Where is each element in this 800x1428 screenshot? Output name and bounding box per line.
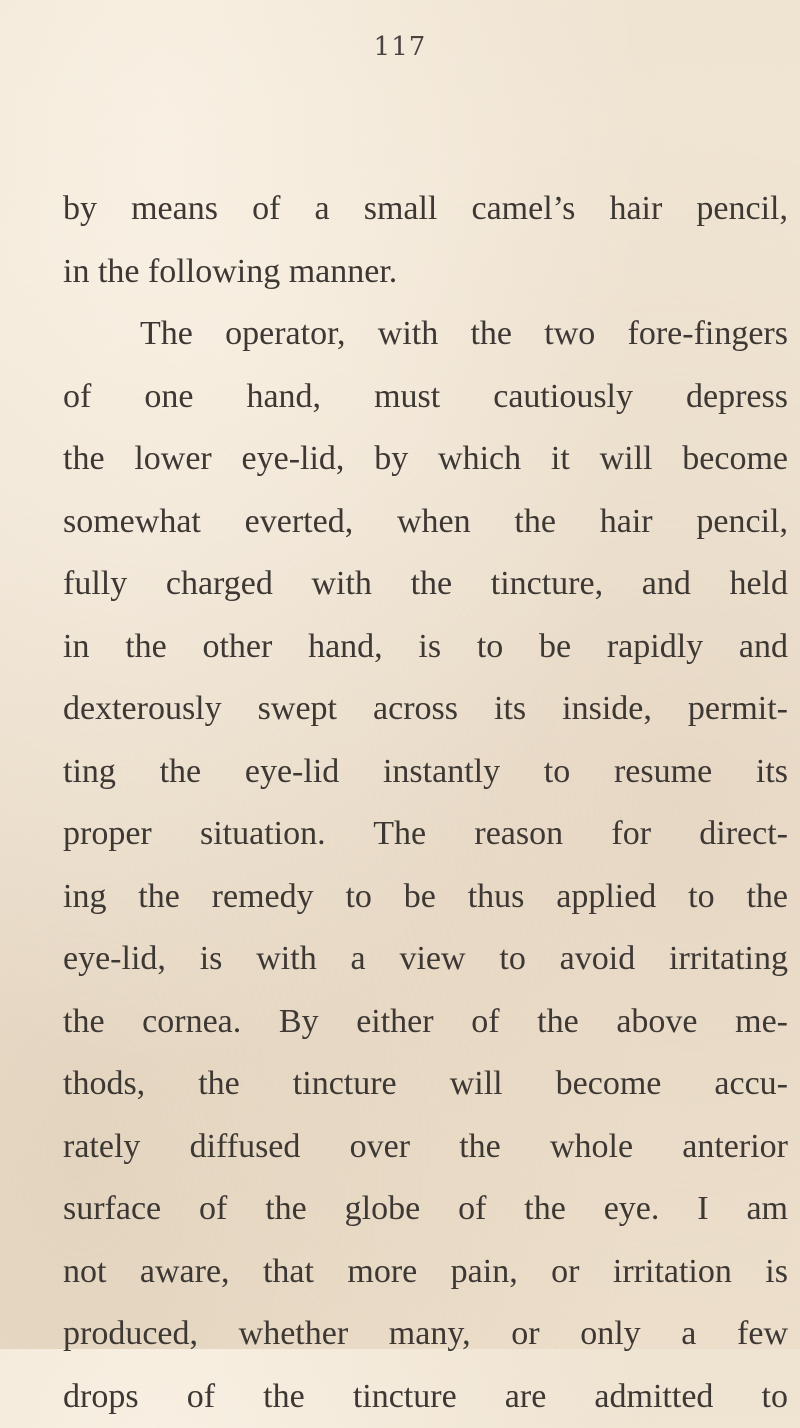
text-line: The operator, with the two fore-fingers [48, 303, 788, 366]
text-line: the lower eye-lid, by which it will become [48, 428, 788, 491]
page-number: 117 [0, 32, 800, 62]
text-line: somewhat everted, when the hair pencil, [48, 491, 788, 554]
text-line: rately diffused over the whole anterior [48, 1116, 788, 1179]
text-line: by means of a small camel’s hair pencil, [48, 178, 788, 241]
text-line: ting the eye-lid instantly to resume its [48, 741, 788, 804]
body-text [48, 178, 788, 1428]
text-line: proper situation. The reason for direct- [48, 803, 788, 866]
text-line: eye-lid, is with a view to avoid irritating [48, 928, 788, 991]
text-line: of one hand, must cautiously depress [48, 366, 788, 429]
text-line: in the following manner. [48, 241, 788, 304]
text-line: dexterously swept across its inside, permit- [48, 678, 788, 741]
text-line: produced, whether many, or only a few [48, 1303, 788, 1366]
text-line: surface of the globe of the eye. I am [48, 1178, 788, 1241]
text-line: the cornea. By either of the above me- [48, 991, 788, 1054]
text-line: thods, the tincture will become accu- [48, 1053, 788, 1116]
text-line: fully charged with the tincture, and held [48, 553, 788, 616]
text-line: drops of the tincture are admitted to [48, 1366, 788, 1428]
text-line: in the other hand, is to be rapidly and [48, 616, 788, 679]
text-line: not aware, that more pain, or irritation is [48, 1241, 788, 1304]
text-line: ing the remedy to be thus applied to the [48, 866, 788, 929]
